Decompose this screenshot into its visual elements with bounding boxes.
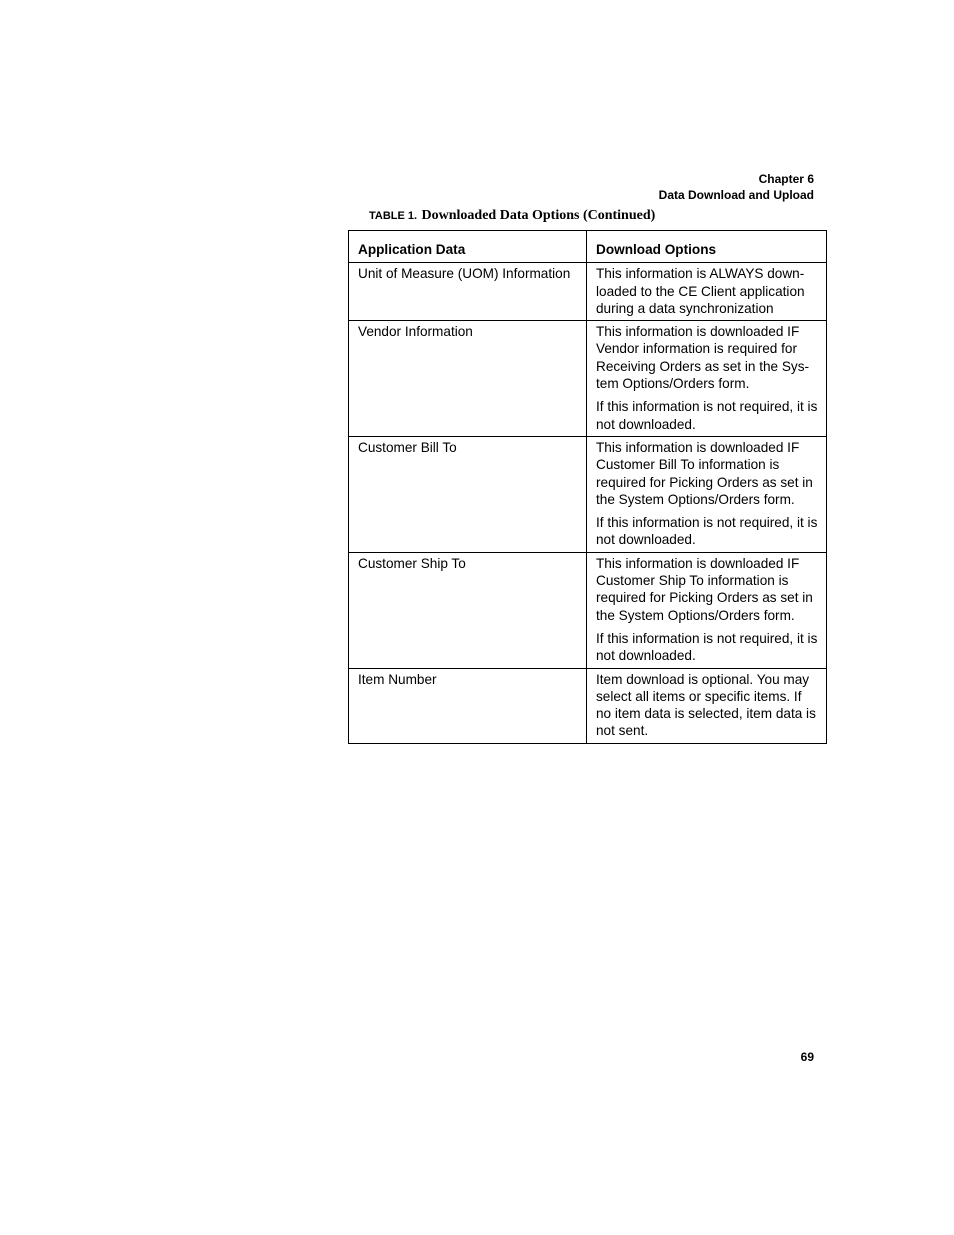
table-row [349, 263, 827, 321]
option-note: If this information is not required, it is not downloaded. [596, 399, 818, 432]
table-title: Downloaded Data Options (Continued) [421, 208, 656, 223]
option-paragraph: This information is downloaded IF Vendor information is required for Receiving Orders as set in the Sys-tem Options/Orders form. [596, 324, 810, 392]
page-number: 69 [800, 1050, 814, 1064]
option-paragraph: This information is downloaded IF Customer Ship To information is required for Picking Orders as set in the System Options/Orders form. [596, 555, 813, 623]
download-options-cell [587, 263, 827, 321]
application-data-cell: Unit of Measure (UOM) Information [349, 263, 587, 321]
download-options-table [348, 230, 827, 744]
option-note: If this information is not required, it is not downloaded. [596, 515, 818, 548]
option-note: If this information is not required, it is not downloaded. [596, 630, 818, 664]
option-paragraph: Item download is optional. You may select all items or specific items. If no item data is selected, item data is not sent. [596, 671, 816, 739]
table-number: TABLE 1. [369, 210, 418, 222]
download-options-cell [587, 668, 827, 743]
section-title: Data Download and Upload [658, 188, 814, 202]
chapter-label: Chapter 6 [758, 172, 814, 186]
column-header-download-options: Download Options [587, 231, 827, 263]
column-header-application-data: Application Data [349, 231, 587, 263]
download-options-cell [587, 436, 827, 552]
application-data-cell: Customer Bill To [349, 436, 587, 552]
option-paragraph: This information is downloaded IF Customer Bill To information is required for Picking Orders as set in the System Options/Orders form. [596, 439, 813, 507]
application-data-cell: Vendor Information [349, 321, 587, 437]
table-row [349, 321, 827, 437]
running-header [659, 171, 814, 203]
option-paragraph: This information is ALWAYS down-loaded to the CE Client application during a data synchronization [596, 266, 805, 316]
table-caption [369, 206, 655, 224]
download-options-cell [587, 321, 827, 437]
download-options-cell [587, 552, 827, 668]
table-row [349, 552, 827, 668]
table-row [349, 668, 827, 743]
application-data-cell: Item Number [349, 668, 587, 743]
table-row [349, 436, 827, 552]
application-data-cell: Customer Ship To [349, 552, 587, 668]
table-header-row [349, 231, 827, 263]
